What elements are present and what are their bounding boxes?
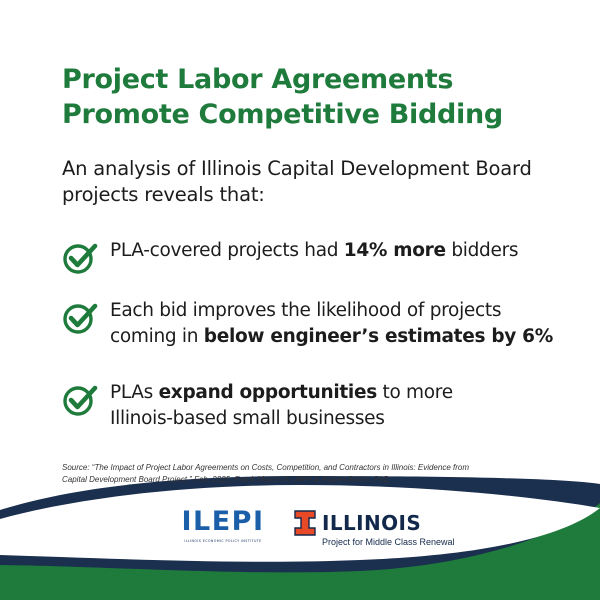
finding-1-line-1 [110,238,580,264]
illinois-tagline: Project for Middle Class Renewal [322,537,455,547]
emphasis-text: 14% more [343,240,446,261]
text-run: Each bid improves the likelihood of projects [110,300,502,321]
illinois-wordmark: ILLINOIS [322,511,422,535]
source-citation [62,462,542,486]
finding-text-3 [110,380,580,432]
page-title [62,62,562,132]
text-run: PLA-covered projects had [110,240,344,261]
finding-item-3 [62,380,582,440]
text-run: PLAs [110,382,159,403]
block-i-icon [294,510,316,536]
text-run: Illinois-based small businesses [110,408,385,429]
text-run: bidders [445,240,519,261]
check-circle-icon [62,300,98,336]
finding-text-2 [110,298,580,350]
title-line-1: Project Labor Agreements [62,64,454,95]
finding-item-1 [62,238,582,298]
intro-text [62,156,562,208]
finding-item-2 [62,298,582,358]
finding-text-1 [110,238,580,264]
title-line-2: Promote Competitive Bidding [62,99,503,130]
text-run: coming in [110,326,204,347]
ilepi-tagline: ILLINOIS ECONOMIC POLICY INSTITUTE [184,539,262,543]
illinois-logo [294,510,455,550]
text-run: to more [376,382,453,403]
check-circle-icon [62,240,98,276]
finding-2-line-1 [110,298,580,324]
emphasis-text: below engineer’s estimates by 6% [203,326,553,347]
intro-line-1: An analysis of Illinois Capital Development Board [62,157,532,180]
intro-line-2: projects reveals that: [62,183,265,206]
check-circle-icon [62,382,98,418]
ilepi-wordmark: ILEPI [181,506,265,537]
finding-2-line-2 [110,324,580,350]
source-line-2: Capital Development Board Project.” Feb. 2025, Frank Manzo IV, MPP & Robert Bruno, PhD. [62,475,392,484]
ilepi-logo [168,507,278,547]
source-line-1: Source: “The Impact of Project Labor Agreements on Costs, Competition, and Contractors in Illinois: Evidence from [62,463,469,472]
emphasis-text: expand opportunities [158,382,377,403]
finding-3-line-1 [110,380,580,406]
finding-3-line-2 [110,406,580,432]
